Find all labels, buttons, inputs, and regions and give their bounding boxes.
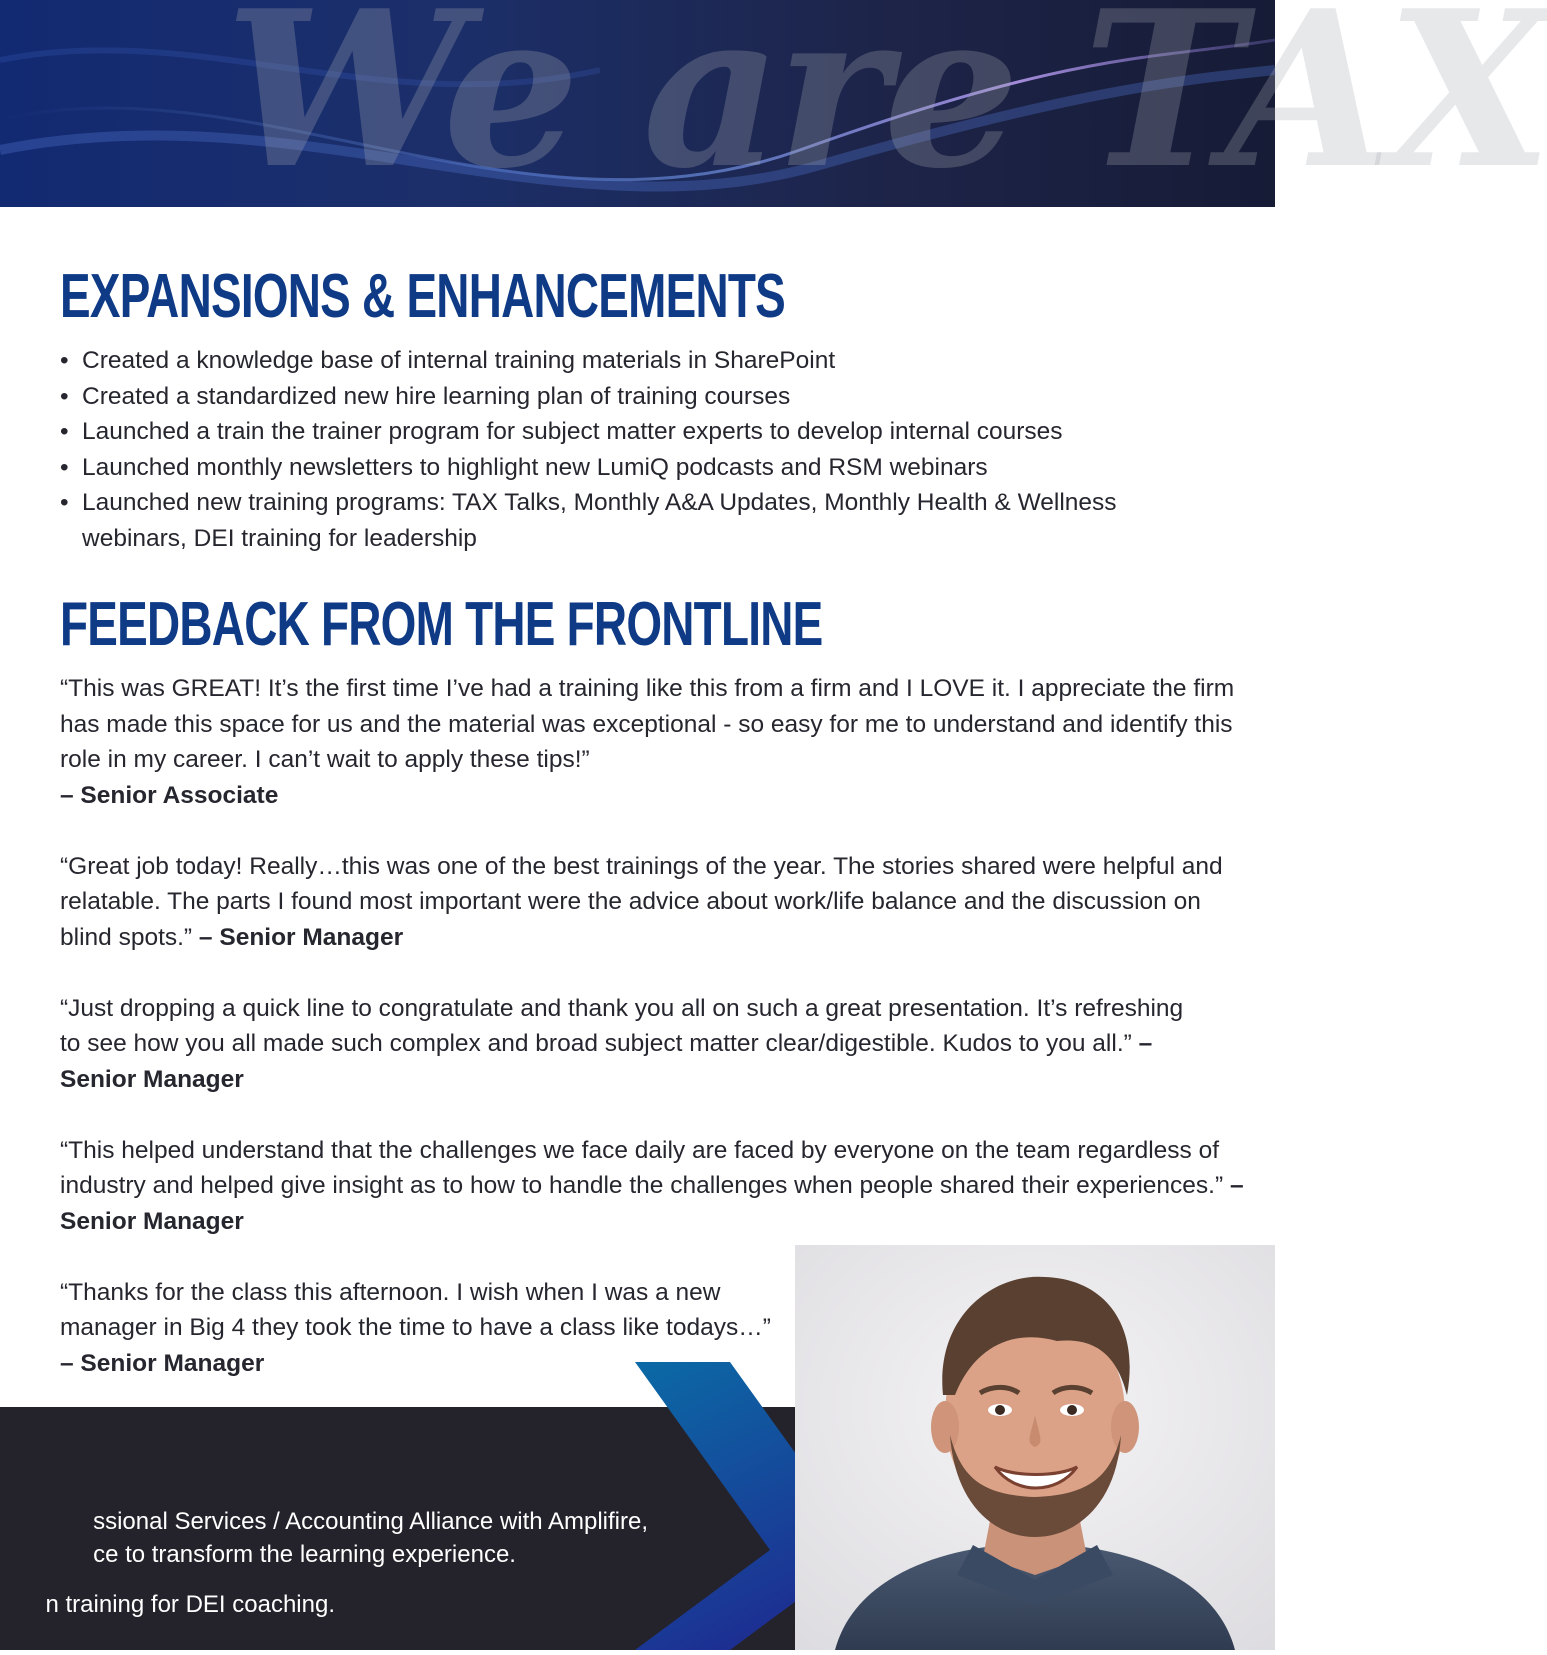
quote: “Just dropping a quick line to congratulate and thank you all on such a great presentation. It’s refreshing to see how you all made such complex and broad subject matter clear/digestible. Kudos to you all.” – Senior Manager (60, 994, 1184, 1093)
quote: “This helped understand that the challenges we face daily are faced by everyone on the team regardless of industry and helped give insight as to how to handle the challenges when people shared their experiences.” – Senior Manager (60, 1136, 1244, 1235)
list-item: • Created a standardized new hire learning plan of training courses (60, 382, 791, 410)
footer-text-block (0, 1588, 660, 1624)
quote: “Great job today! Really…this was one of the best trainings of the year. The stories shared were helpful and relatable. The parts I found most important were the advice about work/life balance and the discussion on blind spots.” – Senior Manager (60, 852, 1223, 951)
list-item: • Launched monthly newsletters to highlight new LumiQ podcasts and RSM webinars (60, 453, 988, 481)
banner-title: We are TAX (225, 0, 1547, 216)
quote-attribution: – Senior Manager (60, 1349, 265, 1377)
quote-attribution: – Senior Manager (60, 1030, 1153, 1093)
list-item: • Launched a train the trainer program for subject matter experts to develop internal courses (60, 418, 1063, 445)
section-heading-expansions: EXPANSIONS & ENHANCEMENTS (60, 262, 786, 331)
quote: “Thanks for the class this afternoon. I wish when I was a new manager in Big 4 they took the time to have a class like todays…” – Senior Manager (60, 1278, 771, 1377)
quote-attribution: – Senior Associate (60, 781, 279, 809)
quote-attribution: – Senior Manager (198, 923, 404, 951)
list-item: • Launched new training programs: TAX Talks, Monthly A&A Updates, Monthly Health & Wellness webinars, DEI training for leadership (60, 489, 1117, 552)
header-banner (0, 0, 1547, 216)
quote-attribution: – Senior Manager (60, 1172, 1244, 1235)
footer-line: ssional Services / Accounting Alliance with Amplifire, (93, 1508, 648, 1535)
bullet-list (60, 343, 1250, 556)
section-heading-feedback: FEEDBACK FROM THE FRONTLINE (60, 590, 823, 659)
footer-text-block (0, 1505, 660, 1575)
person-illustration (795, 1245, 1275, 1650)
list-item: • Created a knowledge base of internal training materials in SharePoint (60, 347, 836, 374)
footer-line: n training for DEI coaching. (45, 1591, 335, 1618)
quote: “This was GREAT! It’s the first time I’ve had a training like this from a firm and I LOVE it. I appreciate the firm has made this space for us and the material was exceptional - so easy for me to understand and identify this role in my career. I can’t wait to apply these tips!” – Senior Associate (60, 675, 1235, 809)
footer-line: ce to transform the learning experience. (93, 1541, 516, 1568)
portrait-photo (795, 1245, 1275, 1650)
